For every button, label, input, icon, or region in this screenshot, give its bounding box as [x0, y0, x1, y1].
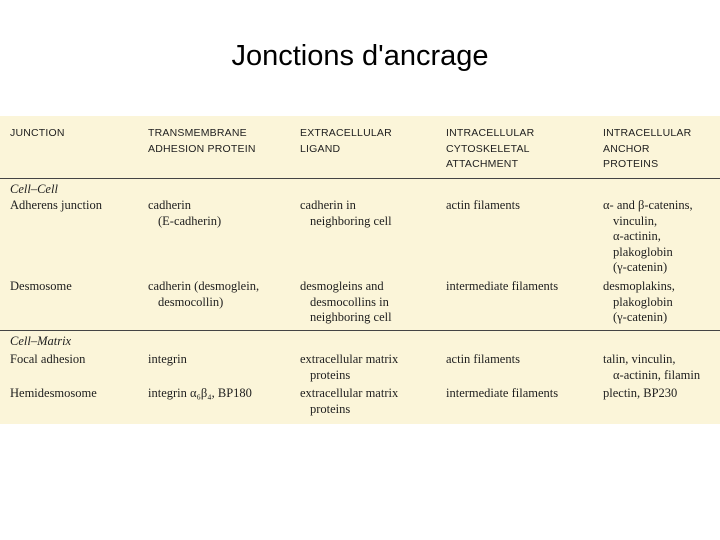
row-hemidesmosome-transmembrane: integrin α₆β₄, BP180 [148, 386, 252, 400]
row-focal-cytoskeletal: actin filaments [446, 352, 520, 366]
section-label-cell-matrix: Cell–Matrix [10, 334, 72, 348]
row-desmosome-cytoskeletal: intermediate filaments [446, 279, 559, 293]
header-divider [0, 178, 720, 179]
row-focal-anchor: talin, vinculin, α-actinin, filamin [603, 352, 701, 382]
section-divider [0, 330, 720, 331]
section-label-cell-cell: Cell–Cell [10, 182, 58, 196]
row-desmosome-ligand: desmogleins and desmocollins in neighboring cell [300, 279, 392, 324]
row-adherens-junction: Adherens junction [10, 198, 102, 212]
row-focal-transmembrane: integrin [148, 352, 187, 366]
row-focal-ligand: extracellular matrix proteins [300, 352, 399, 382]
row-desmosome-transmembrane: cadherin (desmoglein, desmocollin) [148, 279, 260, 309]
slide-title: Jonctions d'ancrage [231, 40, 489, 72]
row-hemidesmosome-junction: Hemidesmosome [10, 386, 97, 400]
header-cytoskeletal-attachment: INTRACELLULAR CYTOSKELETAL ATTACHMENT [446, 127, 535, 170]
row-focal-junction: Focal adhesion [10, 352, 86, 366]
anchoring-junctions-table [0, 116, 720, 424]
header-extracellular-ligand: EXTRACELLULAR LIGAND [300, 127, 392, 155]
row-adherens-anchor: α- and β-catenins, vinculin, α-actinin, plakoglobin (γ-catenin) [603, 198, 693, 274]
header-transmembrane: TRANSMEMBRANE ADHESION PROTEIN [148, 127, 256, 155]
row-desmosome-anchor: desmoplakins, plakoglobin (γ-catenin) [603, 279, 675, 324]
row-adherens-cytoskeletal: actin filaments [446, 198, 520, 212]
row-hemidesmosome-ligand: extracellular matrix proteins [300, 386, 399, 416]
row-adherens-ligand: cadherin in neighboring cell [300, 198, 392, 228]
row-hemidesmosome-cytoskeletal: intermediate filaments [446, 386, 559, 400]
row-adherens-transmembrane: cadherin (E-cadherin) [148, 198, 222, 228]
row-desmosome-junction: Desmosome [10, 279, 72, 293]
row-hemidesmosome-anchor: plectin, BP230 [603, 386, 678, 400]
header-junction: JUNCTION [10, 127, 65, 139]
header-anchor-proteins: INTRACELLULAR ANCHOR PROTEINS [603, 127, 692, 170]
